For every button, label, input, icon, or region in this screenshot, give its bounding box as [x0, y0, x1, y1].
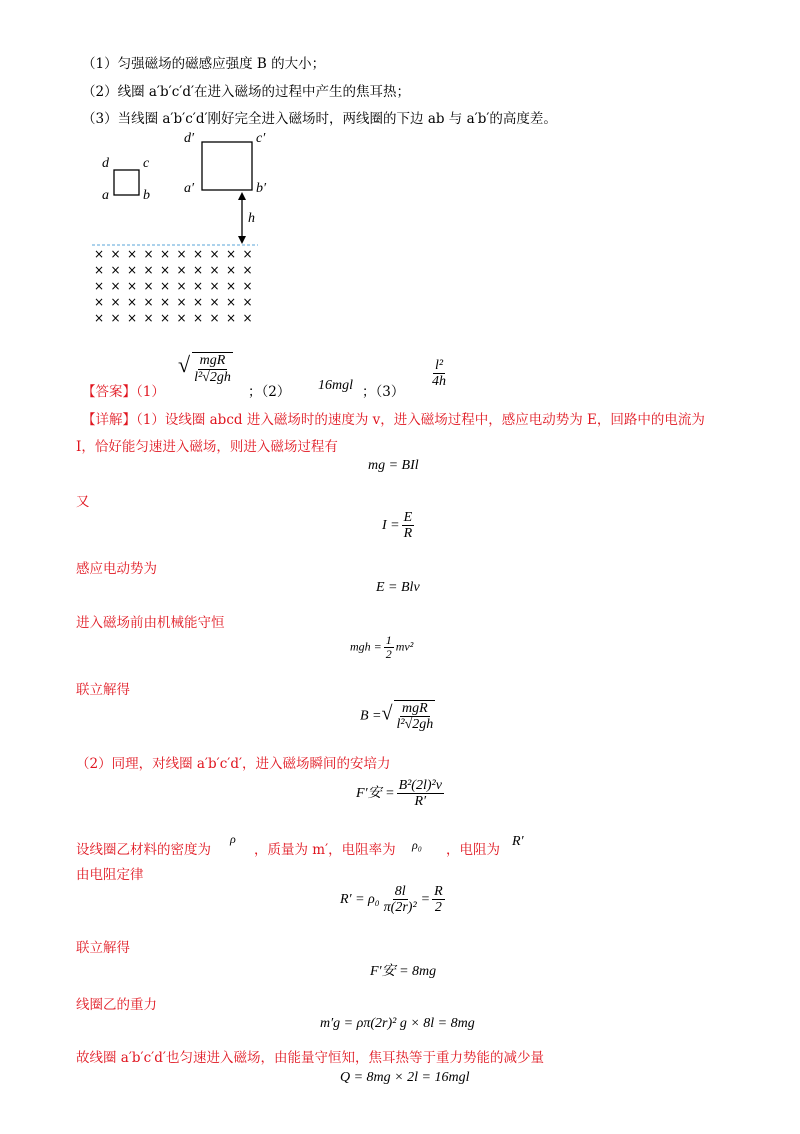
field-mark: × [209, 279, 220, 293]
field-mark: × [143, 295, 154, 309]
text-conclude: 故线圈 a′b′c′d′也匀速进入磁场，由能量守恒知，焦耳热等于重力势能的减少量 [76, 1050, 544, 1066]
label-c: c [143, 156, 150, 171]
field-mark: × [160, 247, 171, 261]
text-emf: 感应电动势为 [76, 561, 157, 577]
field-mark: × [209, 295, 220, 309]
field-mark: × [209, 311, 220, 325]
label-d-prime: d′ [184, 131, 195, 146]
field-mark: × [160, 295, 171, 309]
text-solve-2: 联立解得 [76, 940, 130, 956]
answer-prefix: 【答案】（1） [82, 384, 165, 400]
detail-line-2: I，恰好能匀速进入磁场，则进入磁场过程有 [76, 439, 338, 455]
field-mark: × [160, 263, 171, 277]
field-mark: × [242, 279, 253, 293]
magnetic-field-diagram [92, 126, 292, 346]
field-mark: × [226, 295, 237, 309]
field-mark: × [176, 263, 187, 277]
field-mark: × [226, 263, 237, 277]
question-1: （1）匀强磁场的磁感应强度 B 的大小； [82, 56, 326, 72]
text-part-2: （2）同理，对线圈 a′b′c′d′，进入磁场瞬间的安培力 [76, 756, 391, 772]
field-mark: × [110, 247, 121, 261]
field-mark: × [94, 311, 105, 325]
symbol-rho0: ρ₀ [412, 838, 422, 852]
equation-5: B =√ $\frac{\text{mgR}}{\text{l²√2gh}}$ [360, 701, 434, 733]
big-coil [202, 142, 252, 190]
field-mark: × [127, 279, 138, 293]
field-mark: × [193, 263, 204, 277]
question-2: （2）线圈 a′b′c′d′在进入磁场的过程中产生的焦耳热； [82, 84, 411, 100]
text-assume-b: ，质量为 m′，电阻率为 [254, 842, 396, 858]
equation-9: m′g = ρπ(2r)² g × 8l = 8mg [320, 1016, 475, 1031]
equation-4: mgh = $\frac{1}{2}$ mv² [350, 633, 414, 662]
field-mark: × [226, 311, 237, 325]
label-a: a [102, 188, 109, 203]
field-mark: × [176, 247, 187, 261]
field-mark: × [110, 295, 121, 309]
field-mark: × [242, 311, 253, 325]
equation-10: Q = 8mg × 2l = 16mgl [340, 1070, 470, 1085]
field-mark: × [94, 279, 105, 293]
field-marks [94, 247, 253, 325]
small-coil [114, 170, 139, 195]
equation-6: F′安 = $\frac{\text{B²(2l)²v}}{R'}$ [356, 778, 442, 810]
equation-2: I = $\frac{E}{R}$ [382, 510, 413, 542]
field-mark: × [209, 263, 220, 277]
field-mark: × [94, 247, 105, 261]
field-mark: × [226, 247, 237, 261]
label-c-prime: c′ [256, 131, 266, 146]
text-energy: 进入磁场前由机械能守恒 [76, 615, 225, 631]
field-mark: × [193, 295, 204, 309]
label-h: h [248, 211, 255, 226]
label-b-prime: b′ [256, 181, 267, 196]
field-mark: × [94, 263, 105, 277]
detail-line-1: 【详解】（1）设线圈 abcd 进入磁场时的速度为 v，进入磁场过程中，感应电动势为 E，回路中的电流为 [82, 412, 705, 428]
field-mark: × [242, 295, 253, 309]
equation-7: R′ = ρ₀ $\frac{8l}{\text{π(2r)²}}$ = $\frac{R}{2}$ [340, 884, 443, 916]
text-assume-c: ，电阻为 [446, 842, 500, 858]
field-mark: × [193, 247, 204, 261]
text-law: 由电阻定律 [76, 867, 144, 883]
field-mark: × [176, 279, 187, 293]
field-mark: × [160, 279, 171, 293]
symbol-rho: ρ [230, 832, 236, 846]
field-mark: × [143, 247, 154, 261]
equation-3: E = Blv [376, 580, 420, 595]
answer-sep-2: ；（2） [248, 384, 291, 400]
field-mark: × [226, 279, 237, 293]
field-mark: × [143, 311, 154, 325]
field-mark: × [110, 263, 121, 277]
field-mark: × [127, 311, 138, 325]
field-mark: × [94, 295, 105, 309]
text-you: 又 [76, 494, 90, 510]
answer-sep-3: ；（3） [362, 384, 405, 400]
label-a-prime: a′ [184, 181, 195, 196]
answer-1: √ $\frac{\text{mgR}}{\text{l²√2gh}}$ [178, 352, 231, 385]
field-mark: × [209, 247, 220, 261]
label-b: b [143, 188, 150, 203]
field-mark: × [176, 295, 187, 309]
field-mark: × [242, 247, 253, 261]
answer-3: $\frac{\text{l²}}{4h}$ [432, 358, 446, 390]
text-gravity: 线圈乙的重力 [76, 997, 157, 1013]
field-mark: × [143, 279, 154, 293]
field-mark: × [127, 295, 138, 309]
field-mark: × [110, 279, 121, 293]
answer-2: 16mgl [318, 378, 353, 393]
label-d: d [102, 156, 109, 171]
field-mark: × [127, 263, 138, 277]
field-mark: × [143, 263, 154, 277]
field-mark: × [193, 279, 204, 293]
field-mark: × [127, 247, 138, 261]
field-mark: × [110, 311, 121, 325]
equation-8: F′安 = 8mg [370, 964, 437, 979]
symbol-R-prime: R′ [512, 834, 524, 849]
field-mark: × [176, 311, 187, 325]
field-mark: × [160, 311, 171, 325]
text-assume-a: 设线圈乙材料的密度为 [76, 842, 211, 858]
equation-1: mg = BIl [368, 458, 419, 473]
field-mark: × [193, 311, 204, 325]
text-solve-1: 联立解得 [76, 682, 130, 698]
question-3: （3）当线圈 a′b′c′d′刚好完全进入磁场时，两线圈的下边 ab 与 a′b′的高度差。 [82, 111, 557, 127]
field-mark: × [242, 263, 253, 277]
